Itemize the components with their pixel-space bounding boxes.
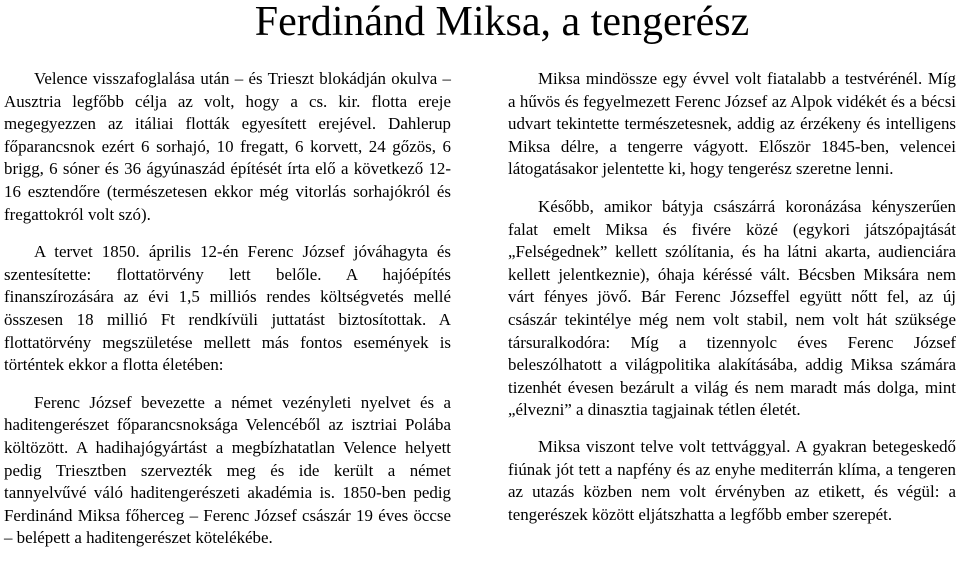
paragraph-left-2: A tervet 1850. április 12-én Ferenc József jóváhagyta és szentesítette: flottatörvény lett belőle. A hajóépítés finanszírozására az évi 1,5 milliós rendes költségvetés mellé összesen 18 millió Ft rendkívüli juttatást biztosítottak. A flottatörvény megszületése mellett más fontos események is történtek ekkor a flotta életében: — [4, 242, 451, 375]
paragraph-left-1: Velence visszafoglalása után – és Trieszt blokádján okulva – Ausztria legfőbb célja az volt, hogy a cs. kir. flotta ereje megegyezzen az itáliai flották egyesített erejével. Dahlerup főparancsnok ezért 6 sorhajó, 10 fregatt, 6 korvett, 24 gőzös, 6 brigg, 6 sóner és 36 ágyúnaszád építését írta elő a következő 12-16 esztendőre (természetesen ekkor még vitorlás sorhajókról és fregattokról volt szó). — [4, 69, 451, 224]
paragraph-right-3: Miksa viszont telve volt tettvággyal. A gyakran betegeskedő fiúnak jót tett a napfény és az enyhe mediterrán klíma, a tengeren az utazás közben nem volt érvényben az etikett, és végül: a tengerészek között eljátszhatta a legfőbb ember szerepét. — [508, 436, 956, 524]
left-column — [4, 68, 451, 550]
paragraph-right-1: Miksa mindössze egy évvel volt fiatalabb a testvérénél. Míg a hűvös és fegyelmezett Ferenc József az Alpok vidékét és a bécsi udvart tekintette természetesnek, addig az érzékeny és intelligens Miksa délre, a tengerre vágyott. Először 1845-ben, velencei látogatásakor jelentette ki, hogy tengerész szeretne lenni. — [508, 69, 956, 179]
right-column — [508, 68, 956, 526]
article-title: Ferdinánd Miksa, a tengerész — [254, 0, 750, 45]
paragraph-left-3: Ferenc József bevezette a német vezényleti nyelvet és a haditengerészet főparancsnoksága Velencéből az isztriai Polába költözött. A hadihajógyártást a megbízhatatlan Velence helyett pedig Triesztben szervezték meg és ide került a német tannyelvűvé váló haditengerészeti akadémia is. 1850-ben pedig Ferdinánd Miksa főherceg – Ferenc József császár 19 éves öccse – belépett a haditengerészet kötelékébe. — [4, 392, 451, 548]
paragraph-right-2: Később, amikor bátyja császárrá koronázása kényszerűen falat emelt Miksa és fivére közé (egykori játszópajtását „Felségednek” kellett szólítania, és ha látni akarta, audienciára kellett jelentkeznie), óhaja kéréssé vált. Bécsben Miksára nem várt fényes jövő. Bár Ferenc Józseffel együtt nőtt fel, az új császár tekintélye még nem volt stabil, nem volt hát szüksége társuralkodóra: Míg a tizennyolc éves Ferenc József beleszólhatott a világpolitika alakításába, addig Miksa számára tizenhét évesen bezárult a világ és nem maradt más dolga, mint „élvezni” a dinasztia tagjainak tétlen életét. — [508, 196, 956, 420]
